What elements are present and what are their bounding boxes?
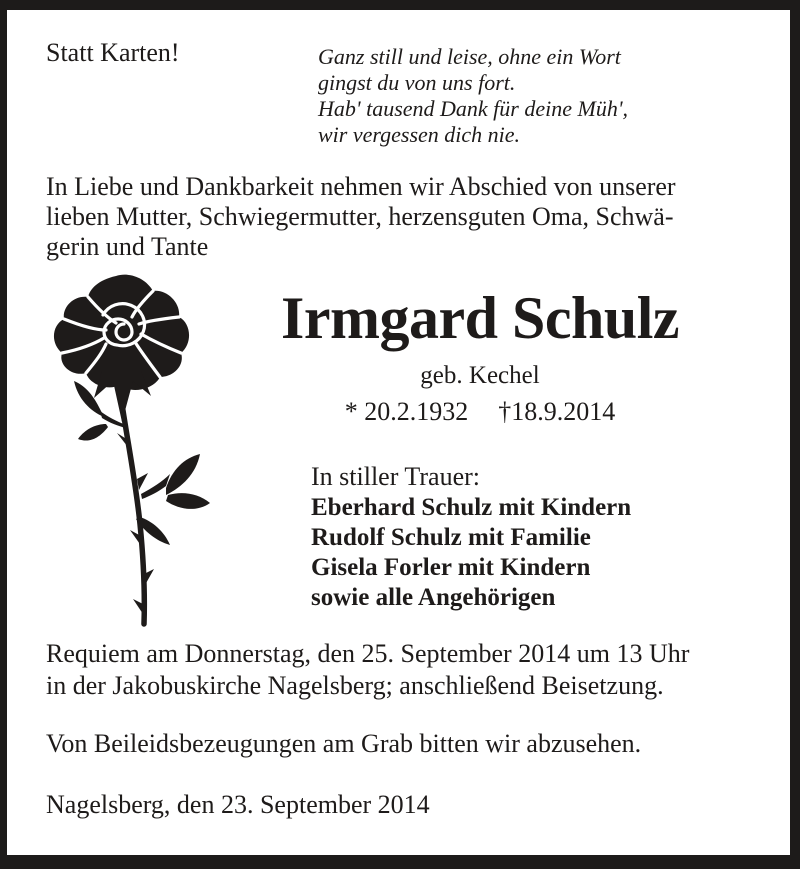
intro-line: lieben Mutter, Schwiegermutter, herzensguten Oma, Schwä- xyxy=(46,202,674,231)
deceased-name: Irmgard Schulz xyxy=(281,285,679,351)
mourner-line: Gisela Forler mit Kindern xyxy=(311,554,591,581)
poem-line: wir vergessen dich nie. xyxy=(318,122,521,147)
statt-karten-note: Statt Karten! xyxy=(46,38,180,67)
service-line: in der Jakobuskirche Nagelsberg; anschließend Beisetzung. xyxy=(46,671,664,700)
poem-line: gingst du von uns fort. xyxy=(318,70,516,95)
mourners-list xyxy=(311,493,631,613)
life-dates xyxy=(225,397,735,427)
intro-line: In Liebe und Dankbarkeit nehmen wir Abschied von unserer xyxy=(46,172,676,201)
mourner-line: Rudolf Schulz mit Familie xyxy=(311,524,591,551)
notice-sheet xyxy=(7,10,790,855)
death-date: †18.9.2014 xyxy=(498,397,616,426)
birth-date: * 20.2.1932 xyxy=(344,397,469,426)
poem-line: Hab' tausend Dank für deine Müh', xyxy=(318,96,629,121)
service-info xyxy=(46,638,689,702)
rose-icon xyxy=(38,272,223,627)
service-line: Requiem am Donnerstag, den 25. September 2014 um 13 Uhr xyxy=(46,639,690,668)
mourner-line: Eberhard Schulz mit Kindern xyxy=(311,494,632,521)
mourning-label: In stiller Trauer: xyxy=(311,462,480,491)
condolence-note: Von Beileidsbezeugungen am Grab bitten wir abzusehen. xyxy=(46,729,642,758)
memorial-poem xyxy=(318,44,628,148)
maiden-name: geb. Kechel xyxy=(420,362,540,389)
mourner-line: sowie alle Angehörigen xyxy=(311,584,556,611)
poem-line: Ganz still und leise, ohne ein Wort xyxy=(318,44,621,69)
intro-text xyxy=(46,172,676,262)
intro-line: gerin und Tante xyxy=(46,232,209,261)
place-dateline: Nagelsberg, den 23. September 2014 xyxy=(46,790,430,819)
